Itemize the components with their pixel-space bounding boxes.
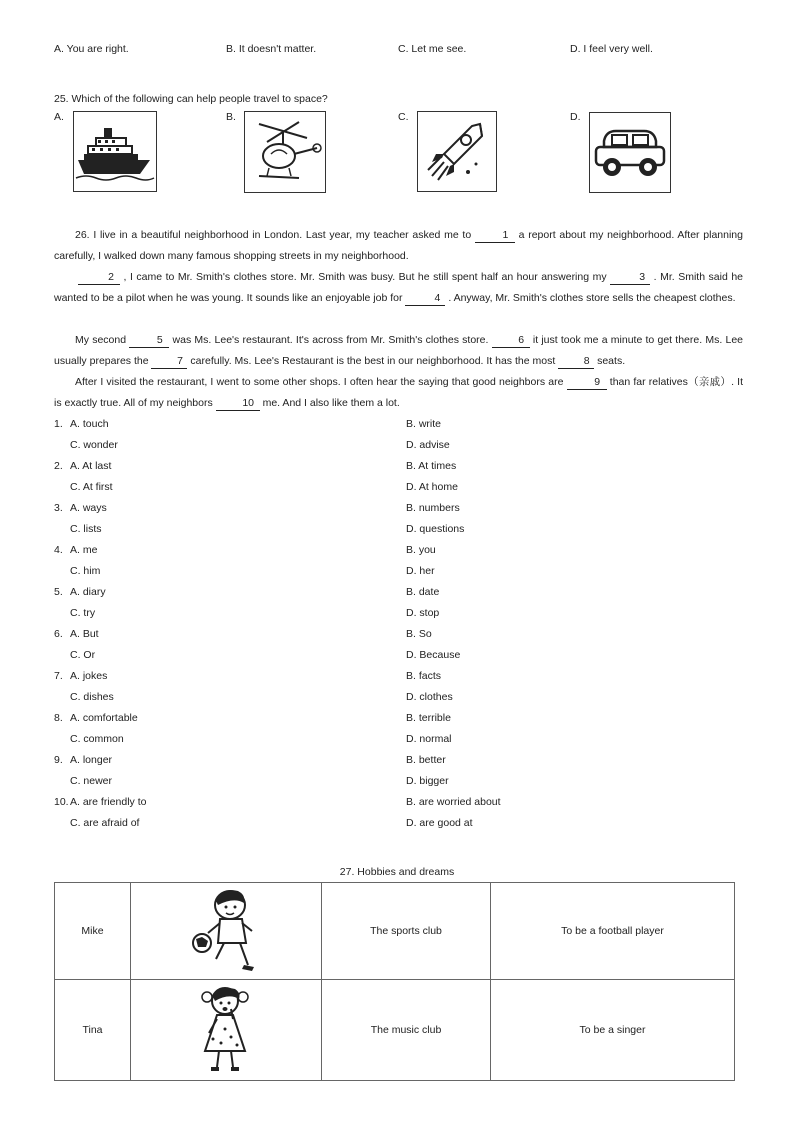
q7-option-d[interactable]: D. clothes xyxy=(406,691,453,703)
q9-option-a[interactable]: 9. A. longer xyxy=(54,754,113,766)
name-cell: Mike xyxy=(55,883,131,980)
passage-paragraph-4: After I visited the restaurant, I went to some other shops. I often hear the saying that good neighbors are 9 than far relatives（亲戚）. It is exactly true. All of my neighbors 10 me. And I also like them a lot. xyxy=(54,376,744,409)
q10-option-a[interactable]: 10.A. are friendly to xyxy=(54,796,147,808)
q7-option-a[interactable]: 7. A. jokes xyxy=(54,670,108,682)
passage-paragraph-2: 2 , I came to Mr. Smith's clothes store. Mr. Smith was busy. But he still spent half an hour answering my 3 . Mr. Smith said he wanted to be a pilot when he was young. It sounds like an enjoyable job for 4 . Anyway, Mr. Smith's clothes store sells the cheapest clothes. xyxy=(54,271,744,304)
q3-option-a[interactable]: 3. A. ways xyxy=(54,502,107,514)
q25-option-d-label[interactable]: D. xyxy=(570,111,581,123)
q6-option-d[interactable]: D. Because xyxy=(406,649,461,661)
q1-option-d[interactable]: D. advise xyxy=(406,439,450,451)
dream-cell: To be a football player xyxy=(491,883,735,980)
passage-paragraph-3: My second 5 was Ms. Lee's restaurant. It's across from Mr. Smith's clothes store. 6 it just took me a minute to get there. Ms. Lee usually prepares the 7 carefully. Ms. Lee's Restaurant is the best in our neighborhood. It has the most 8 seats. xyxy=(54,334,744,367)
q2-option-d[interactable]: D. At home xyxy=(406,481,458,493)
q8-option-d[interactable]: D. normal xyxy=(406,733,452,745)
blank-5[interactable]: 5 xyxy=(129,333,169,348)
ship-icon[interactable] xyxy=(73,111,157,192)
blank-1[interactable]: 1 xyxy=(475,228,515,243)
q6-option-b[interactable]: B. So xyxy=(406,628,432,640)
q27-title: 27. Hobbies and dreams xyxy=(339,866,455,878)
q5-option-c[interactable]: C. try xyxy=(70,607,96,619)
picture-cell xyxy=(131,883,322,980)
q8-option-a[interactable]: 8. A. comfortable xyxy=(54,712,138,724)
q3-option-c[interactable]: C. lists xyxy=(70,523,102,535)
q10-option-c[interactable]: C. are afraid of xyxy=(70,817,140,829)
blank-3[interactable]: 3 xyxy=(610,270,650,285)
q3-option-d[interactable]: D. questions xyxy=(406,523,465,535)
hobbies-table xyxy=(54,882,735,1081)
dream-cell: To be a singer xyxy=(491,980,735,1081)
q10-option-b[interactable]: B. are worried about xyxy=(406,796,501,808)
q2-option-b[interactable]: B. At times xyxy=(406,460,457,472)
boy-football-icon xyxy=(186,885,266,975)
blank-2[interactable]: 2 xyxy=(78,270,120,285)
q2-option-c[interactable]: C. At first xyxy=(70,481,113,493)
q24-option-c[interactable]: C. Let me see. xyxy=(398,43,467,55)
girl-singing-icon xyxy=(191,983,261,1075)
name-cell: Tina xyxy=(55,980,131,1081)
q5-option-d[interactable]: D. stop xyxy=(406,607,440,619)
q24-option-a[interactable]: A. You are right. xyxy=(54,43,129,55)
q24-option-d[interactable]: D. I feel very well. xyxy=(570,43,653,55)
blank-8[interactable]: 8 xyxy=(558,354,594,369)
q25-option-b-label[interactable]: B. xyxy=(226,111,236,123)
q1-option-a[interactable]: 1. A. touch xyxy=(54,418,109,430)
q25-question: 25. Which of the following can help people travel to space? xyxy=(54,93,328,105)
q3-option-b[interactable]: B. numbers xyxy=(406,502,460,514)
q4-option-d[interactable]: D. her xyxy=(406,565,435,577)
q8-option-c[interactable]: C. common xyxy=(70,733,124,745)
blank-6[interactable]: 6 xyxy=(492,333,530,348)
q8-option-b[interactable]: B. terrible xyxy=(406,712,451,724)
q2-option-a[interactable]: 2. A. At last xyxy=(54,460,112,472)
q25-option-c-label[interactable]: C. xyxy=(398,111,409,123)
table-row xyxy=(55,980,735,1081)
q6-option-c[interactable]: C. Or xyxy=(70,649,96,661)
q6-option-a[interactable]: 6. A. But xyxy=(54,628,99,640)
blank-7[interactable]: 7 xyxy=(151,354,187,369)
blank-10[interactable]: 10 xyxy=(216,396,260,411)
q5-option-a[interactable]: 5. A. diary xyxy=(54,586,106,598)
q9-option-c[interactable]: C. newer xyxy=(70,775,113,787)
q4-option-a[interactable]: 4. A. me xyxy=(54,544,98,556)
q1-option-b[interactable]: B. write xyxy=(406,418,442,430)
blank-9[interactable]: 9 xyxy=(567,375,607,390)
car-icon[interactable] xyxy=(589,112,671,193)
passage-paragraph-1: 26. I live in a beautiful neighborhood in London. Last year, my teacher asked me to 1 a report about my neighborhood. After planning carefully, I walked down many famous shopping streets in my neighborhood. xyxy=(54,229,743,262)
q5-option-b[interactable]: B. date xyxy=(406,586,440,598)
q4-option-c[interactable]: C. him xyxy=(70,565,101,577)
q9-option-b[interactable]: B. better xyxy=(406,754,446,766)
q7-option-b[interactable]: B. facts xyxy=(406,670,442,682)
q24-option-b[interactable]: B. It doesn't matter. xyxy=(226,43,317,55)
helicopter-icon[interactable] xyxy=(244,111,326,193)
club-cell: The sports club xyxy=(322,883,491,980)
blank-4[interactable]: 4 xyxy=(405,291,445,306)
club-cell: The music club xyxy=(322,980,491,1081)
q10-option-d[interactable]: D. are good at xyxy=(406,817,473,829)
q9-option-d[interactable]: D. bigger xyxy=(406,775,449,787)
rocket-icon[interactable] xyxy=(417,111,497,192)
q25-option-a-label[interactable]: A. xyxy=(54,111,64,123)
table-row xyxy=(55,883,735,980)
picture-cell xyxy=(131,980,322,1081)
q4-option-b[interactable]: B. you xyxy=(406,544,436,556)
q7-option-c[interactable]: C. dishes xyxy=(70,691,114,703)
q1-option-c[interactable]: C. wonder xyxy=(70,439,118,451)
